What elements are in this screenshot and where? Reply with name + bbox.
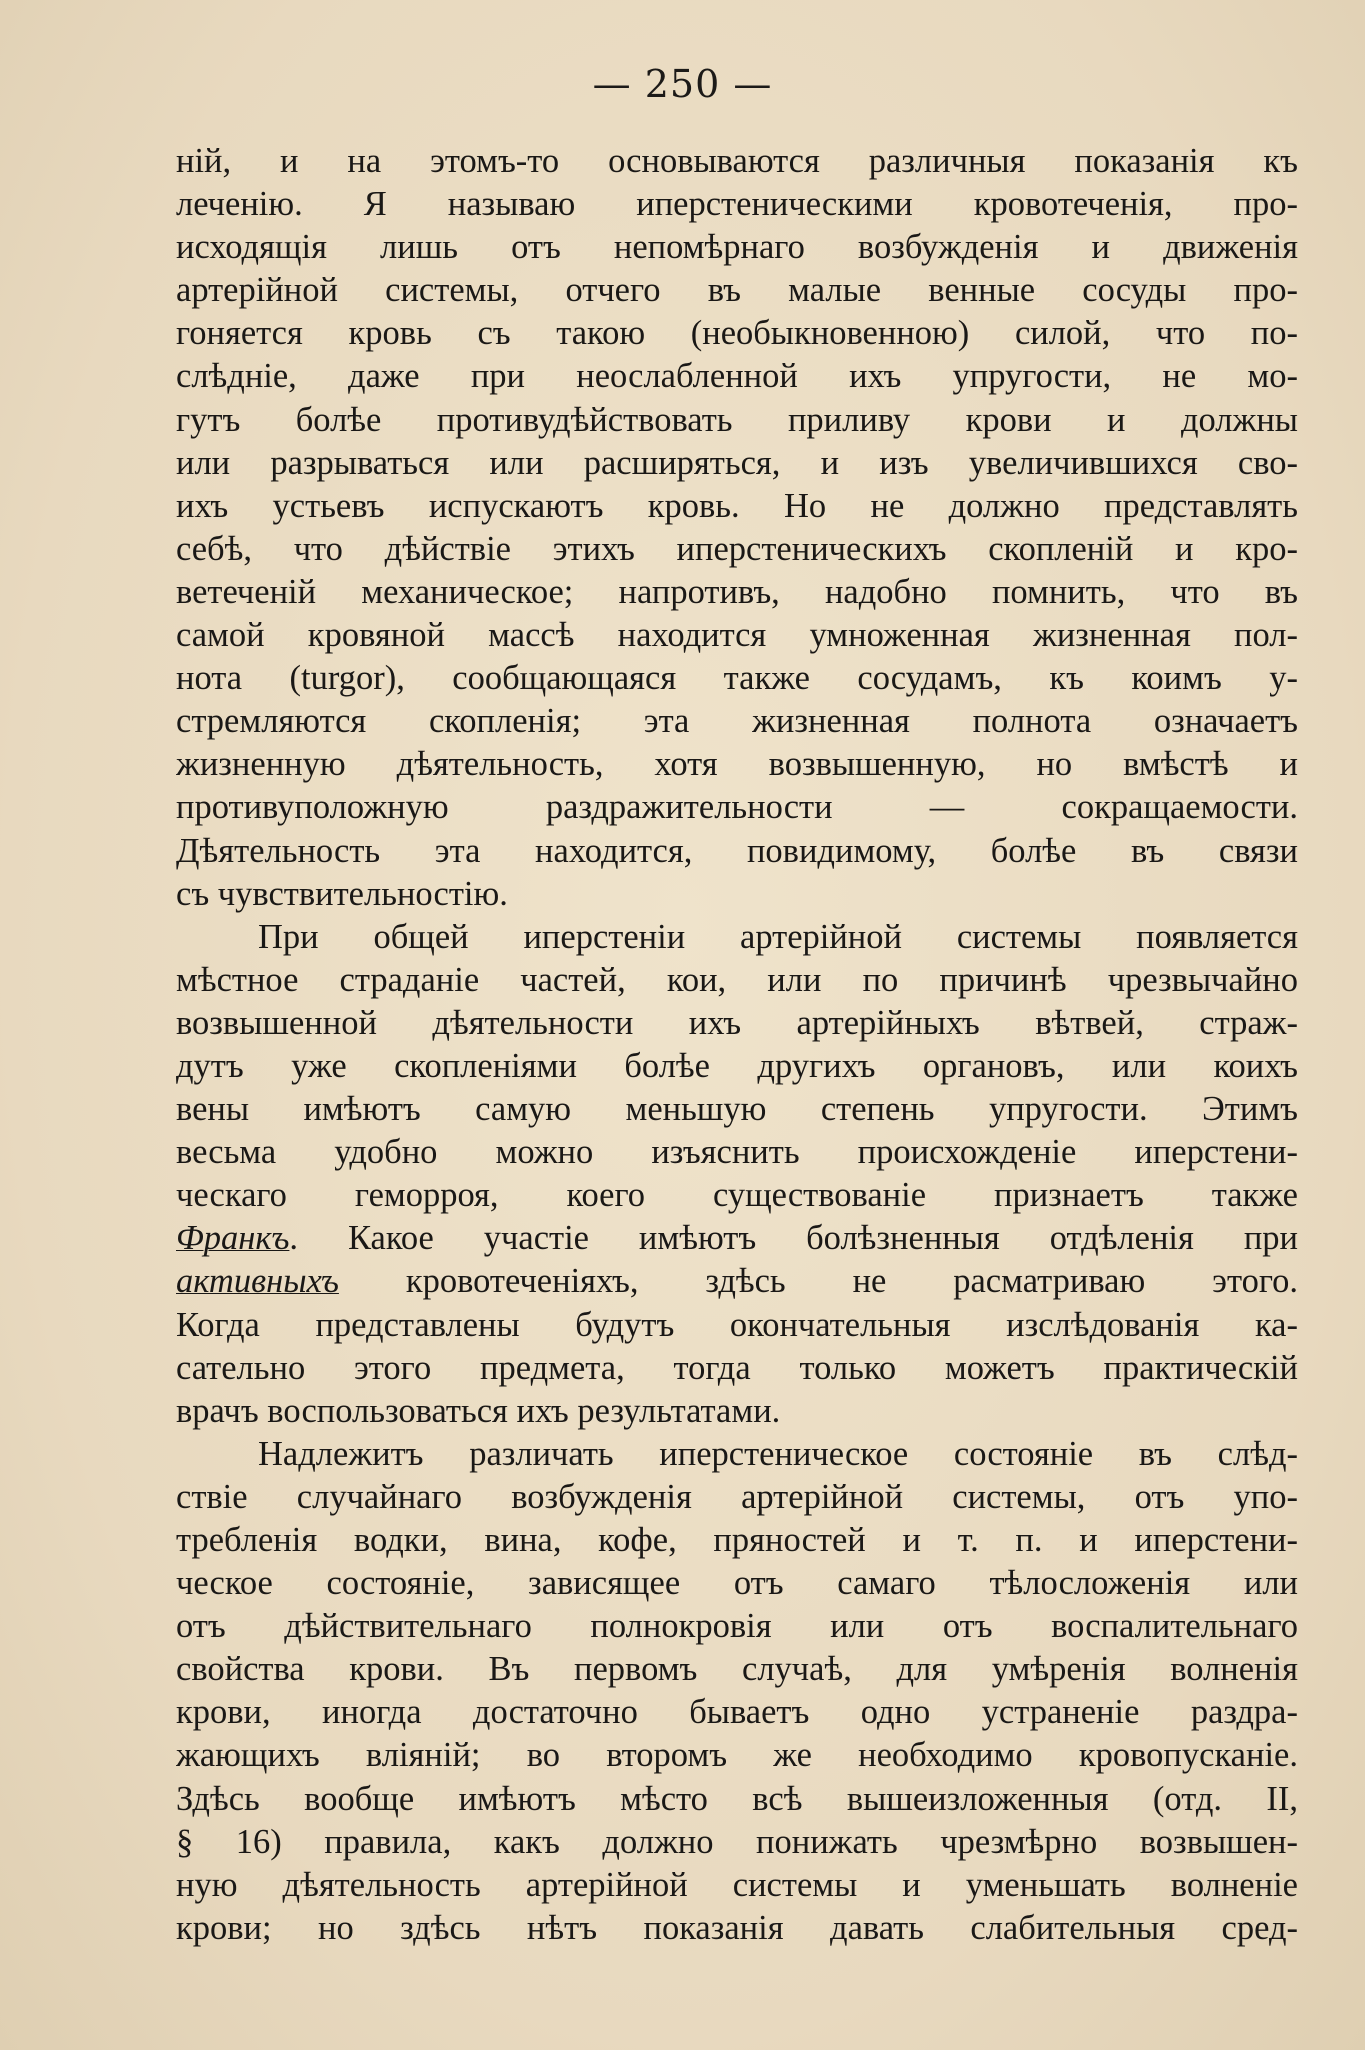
text-line — [176, 743, 1298, 786]
text-line — [176, 1778, 1298, 1821]
text-line — [176, 1390, 1298, 1433]
paragraph — [176, 1433, 1298, 1950]
text-line — [176, 1002, 1298, 1045]
text-line — [176, 1605, 1298, 1648]
text-segment: самой кровяной массѣ находится умноженная жизненная пол- — [176, 616, 1298, 655]
text-segment: мѣстное страданіе частей, кои, или по причинѣ чрезвычайно — [176, 960, 1298, 999]
body-text — [176, 140, 1298, 1950]
text-line — [176, 657, 1298, 700]
text-segment: леченію. Я называю иперстеническими кровотеченія, про- — [176, 185, 1298, 224]
text-segment: ную дѣятельность артерійной системы и уменьшать волненіе — [176, 1865, 1298, 1904]
text-segment: врачъ воспользоваться ихъ результатами. — [176, 1391, 781, 1430]
text-segment: ствіе случайнаго возбужденія артерійной системы, отъ упо- — [176, 1477, 1298, 1516]
text-line — [176, 1217, 1298, 1260]
text-line — [176, 1907, 1298, 1950]
text-segment: нота (turgor), сообщающаяся также сосудамъ, къ коимъ у- — [176, 659, 1298, 698]
text-segment: гоняется кровь съ такою (необыкновенною) силой, что по- — [176, 314, 1298, 353]
text-line — [176, 1864, 1298, 1907]
text-segment: Когда представлены будутъ окончательныя изслѣдованія ка- — [176, 1305, 1298, 1344]
text-line — [176, 355, 1298, 398]
text-segment: противуположную раздражительности — сокращаемости. — [176, 788, 1298, 827]
text-segment: съ чувствительностію. — [176, 874, 508, 913]
text-segment: крови; но здѣсь нѣтъ показанія давать слабительныя сред- — [176, 1908, 1298, 1947]
text-segment: ихъ устьевъ испускаютъ кровь. Но не должно представлять — [176, 486, 1298, 525]
text-line — [176, 959, 1298, 1002]
text-line — [176, 1304, 1298, 1347]
text-segment: крови, иногда достаточно бываетъ одно устраненіе раздра- — [176, 1693, 1298, 1732]
text-segment: ній, и на этомъ-то основываются различныя показанія къ — [176, 142, 1298, 180]
text-segment: При общей иперстеніи артерійной системы появляется — [258, 917, 1298, 956]
text-segment: Здѣсь вообще имѣютъ мѣсто всѣ вышеизложенныя (отд. II, — [176, 1779, 1298, 1818]
text-segment: исходящія лишь отъ непомѣрнаго возбужденія и движенія — [176, 228, 1298, 267]
text-line — [176, 700, 1298, 743]
text-line — [176, 571, 1298, 614]
text-segment: возвышенной дѣятельности ихъ артерійныхъ вѣтвей, страж- — [176, 1003, 1298, 1042]
text-line — [176, 312, 1298, 355]
text-line — [176, 614, 1298, 657]
text-line — [176, 1347, 1298, 1390]
text-segment: Дѣятельность эта находится, повидимому, болѣе въ связи — [176, 831, 1298, 870]
text-segment: стремляются скопленія; эта жизненная полнота означаетъ — [176, 702, 1298, 741]
page-number: — 250 — — [592, 62, 773, 106]
text-line — [176, 183, 1298, 226]
paragraph — [176, 916, 1298, 1433]
text-segment: свойства крови. Въ первомъ случаѣ, для умѣренія волненія — [176, 1650, 1298, 1689]
text-segment: вены имѣютъ самую меньшую степень упругости. Этимъ — [176, 1090, 1298, 1129]
text-segment: требленія водки, вина, кофе, пряностей и т. п. и иперстени- — [176, 1521, 1298, 1559]
text-segment: Надлежитъ различать иперстеническое состояніе въ слѣд- — [258, 1434, 1298, 1473]
text-segment: кровотеченіяхъ, здѣсь не расматриваю этого. — [338, 1262, 1298, 1301]
text-segment: дутъ уже скопленіями болѣе другихъ органовъ, или коихъ — [176, 1046, 1298, 1085]
text-line — [176, 485, 1298, 528]
italic-term: Франкъ — [176, 1219, 290, 1258]
text-line — [176, 528, 1298, 571]
text-segment: ческое состояніе, зависящее отъ самаго тѣлосложенія или — [176, 1564, 1298, 1603]
text-line — [176, 442, 1298, 485]
text-segment: ческаго геморроя, коего существованіе признаетъ также — [176, 1176, 1298, 1215]
text-segment: жизненную дѣятельность, хотя возвышенную, но вмѣстѣ и — [176, 745, 1298, 784]
text-line — [176, 1519, 1298, 1562]
text-line — [176, 269, 1298, 312]
text-line — [176, 916, 1298, 959]
text-line — [176, 786, 1298, 829]
text-line — [176, 1088, 1298, 1131]
italic-term: активныхъ — [176, 1262, 339, 1301]
paragraph — [176, 140, 1298, 916]
text-line — [176, 1131, 1298, 1174]
text-line — [176, 1476, 1298, 1519]
text-line — [176, 830, 1298, 873]
text-segment: или разрываться или расширяться, и изъ увеличившихся сво- — [176, 443, 1298, 482]
text-line — [176, 1260, 1298, 1303]
text-segment: гутъ болѣе противудѣйствовать приливу крови и должны — [176, 400, 1298, 439]
text-segment: отъ дѣйствительнаго полнокровія или отъ воспалительнаго — [176, 1607, 1298, 1646]
text-segment: весьма удобно можно изъяснить происхожденіе иперстени- — [176, 1133, 1298, 1172]
text-segment: слѣдніе, даже при неослабленной ихъ упругости, не мо- — [176, 357, 1298, 396]
text-segment: . Какое участіе имѣютъ болѣзненныя отдѣленія при — [289, 1219, 1298, 1258]
text-line — [176, 1562, 1298, 1605]
text-line — [176, 226, 1298, 269]
text-line — [176, 1648, 1298, 1691]
text-segment: артерійной системы, отчего въ малые венные сосуды про- — [176, 271, 1298, 310]
text-line — [176, 1433, 1298, 1476]
text-line — [176, 1174, 1298, 1217]
text-line — [176, 140, 1298, 183]
text-segment: § 16) правила, какъ должно понижать чрезмѣрно возвышен- — [176, 1822, 1298, 1861]
text-segment: сательно этого предмета, тогда только можетъ практическій — [176, 1348, 1298, 1387]
text-line — [176, 1821, 1298, 1864]
text-line — [176, 873, 1298, 916]
text-segment: себѣ, что дѣйствіе этихъ иперстеническихъ скопленій и кро- — [176, 529, 1298, 568]
text-line — [176, 399, 1298, 442]
text-segment: ветеченій механическое; напротивъ, надобно помнить, что въ — [176, 572, 1298, 611]
text-line — [176, 1691, 1298, 1734]
text-line — [176, 1734, 1298, 1777]
text-segment: жающихъ вліяній; во второмъ же необходимо кровопусканіе. — [176, 1736, 1298, 1775]
text-line — [176, 1045, 1298, 1088]
